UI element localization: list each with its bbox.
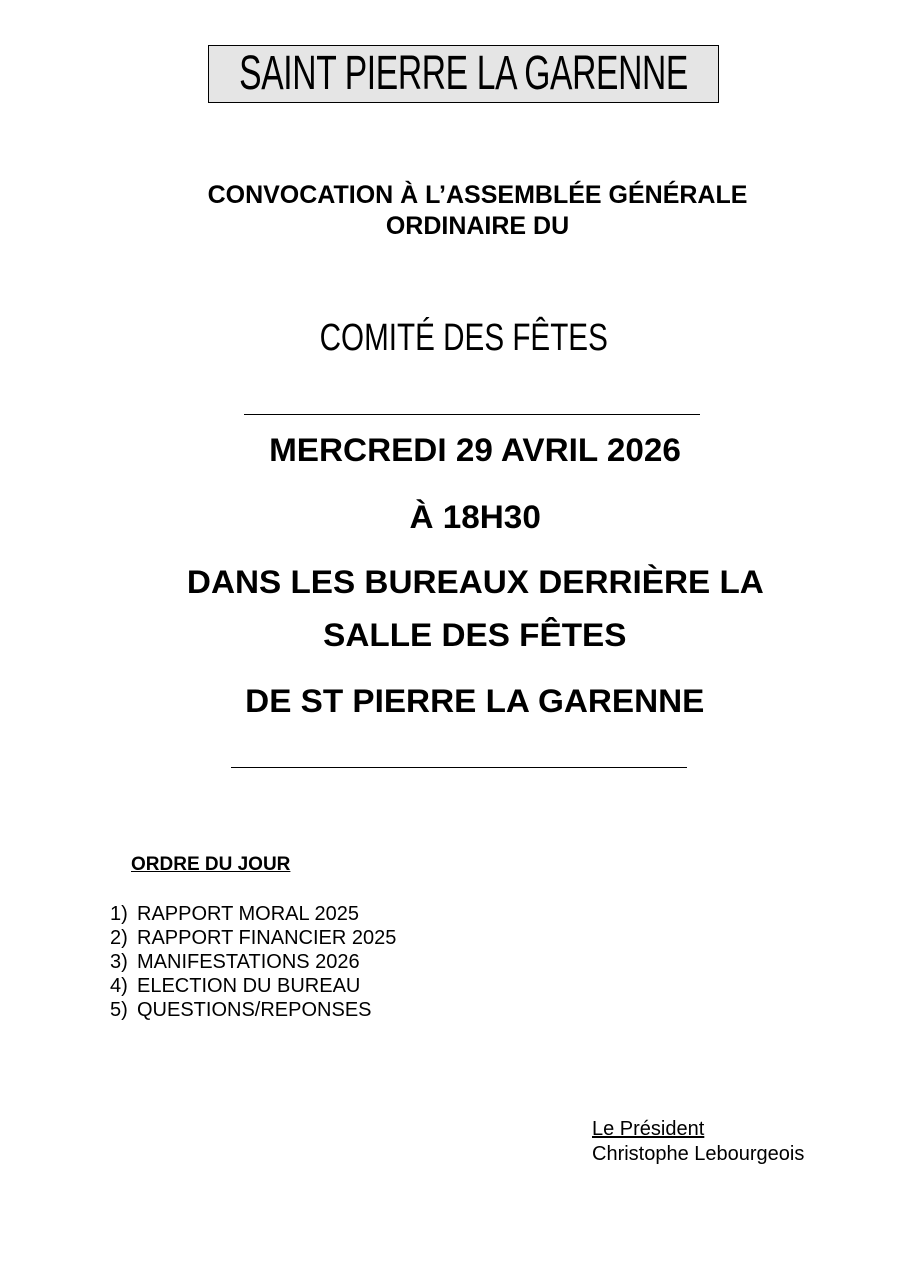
- event-date: [0, 430, 900, 470]
- town-title-box: [208, 45, 719, 103]
- event-time-text: À 18H30: [409, 499, 541, 535]
- agenda-item-text: RAPPORT MORAL 2025: [137, 903, 359, 925]
- agenda-item-number: 2): [110, 927, 128, 949]
- agenda-item-number: 3): [110, 951, 128, 973]
- town-title: SAINT PIERRE LA GARENNE: [239, 47, 688, 100]
- event-location-line3-text: DE ST PIERRE LA GARENNE: [245, 683, 705, 719]
- agenda-item: [110, 902, 396, 926]
- divider-top: [244, 414, 700, 415]
- convocation-heading-line2: ORDINAIRE DU: [385, 212, 570, 240]
- event-location-line2: [0, 615, 900, 655]
- agenda-item-number: 1): [110, 903, 128, 925]
- agenda-item-text: RAPPORT FINANCIER 2025: [137, 927, 397, 949]
- event-location-line1-text: DANS LES BUREAUX DERRIÈRE LA: [186, 564, 764, 600]
- divider-bottom: [231, 767, 687, 768]
- agenda-item: [110, 974, 396, 998]
- agenda-title: ORDRE DU JOUR: [131, 854, 291, 875]
- event-time: [0, 497, 900, 537]
- agenda-item-number: 4): [110, 975, 128, 997]
- agenda-list: [110, 902, 396, 1022]
- agenda-item-text: MANIFESTATIONS 2026: [137, 951, 360, 973]
- agenda-item-number: 5): [110, 999, 128, 1021]
- event-date-text: MERCREDI 29 AVRIL 2026: [269, 432, 681, 468]
- agenda-item: [110, 950, 396, 974]
- agenda-item-text: QUESTIONS/REPONSES: [137, 999, 372, 1021]
- signature-name: Christophe Lebourgeois: [592, 1143, 805, 1165]
- agenda-item-text: ELECTION DU BUREAU: [137, 975, 361, 997]
- organization-name-text: COMITÉ DES FÊTES: [319, 317, 609, 359]
- event-location-line1: [0, 562, 900, 602]
- event-location-line2-text: SALLE DES FÊTES: [323, 617, 627, 653]
- agenda-item: [110, 926, 396, 950]
- signature-title: Le Président: [592, 1118, 705, 1140]
- agenda-item: [110, 998, 396, 1022]
- organization-name: [0, 315, 900, 361]
- event-location-line3: [0, 681, 900, 721]
- signature-block: [592, 1117, 804, 1167]
- convocation-heading-line1: CONVOCATION À L’ASSEMBLÉE GÉNÉRALE: [207, 181, 748, 209]
